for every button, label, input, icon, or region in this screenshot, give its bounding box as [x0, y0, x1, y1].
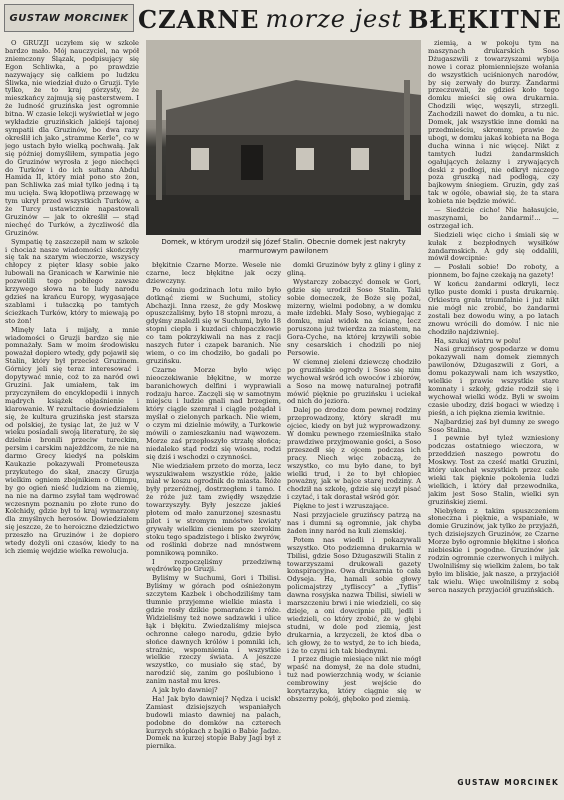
paragraph: Najbardziej zaś był dumny ze swego Soso Stalina.	[428, 417, 559, 434]
house-photo	[146, 40, 421, 235]
title-part-3: BŁĘKITNE	[408, 4, 562, 34]
paragraph: Piękne to jest i wzruszające.	[293, 502, 390, 511]
paragraph: Nasi przyjaciele gruzińscy patrzą na nas i dumni są ogromnie, jak chyba żaden inny naród na kuli ziemskiej.	[287, 511, 421, 535]
paragraph: Dalej po drodze dom pewnej rodziny przeprowadzony, który skradł mu ojciec, kiedy on był już wyprowadzony. W domku pewnego rzemieślnika stało prawdziwe przyjmowanie gości, a Soso przeszedł się z ojcem podczas ich pracy. Niech więc zobaczą, że wszystko, co mu było dane, to był wielki trud, i że to był chłopiec poważny, jak w bajce starej rodziny. A chodził na szkołę, gdzie się uczył pisać i czytać, i tak dorastał wśród gór.	[287, 406, 421, 502]
paragraph: W ciemnej zieleni dziewczę chodziło po gruzińskie ogrody i Soso się nim wychował wśród ich owoców i zbiorów, a Soso na mowę naturalnej potrafił mówić pięknie po gruzińsku i uciekał od nich do jeziora.	[287, 357, 421, 406]
paragraph: Sympatię tę zaszczepił nam w szkole i chociaż nasze wiadomości skończyły się tak na szarym wieczorze, wszyscy chłopcy z pięter klasy sobie jako lubowali na Granicach w Karwinie nie pozwolili tego pobiłego zawsze krzywego słowa na te ludy narodu gdzieś na krańcu Europy, wygasające szablami i tułaczką po tamtych ścieżkach Turków, który to miewają po sto żon!	[5, 237, 139, 325]
photo-caption: Domek, w którym urodził się Józef Stalin. Obecnie domek jest nakryty marmurowym pawilonem	[161, 238, 406, 255]
paragraph: — Siedźcie cicho! Nie hałasujcie, maszynami, bo żandarmi!... — ostrzegał ich.	[428, 206, 559, 230]
paragraph: W końcu żandarmi odkryli, lecz tylko puste domki i pusta drukarnię. Orkiestra grała triumfalnie i już nikt nie mógł nic zrobić, bo żandarmi zostali bez dowodu winy, a po latach znowu wrócili do domów. I nic nie chodziło najdziwniej.	[428, 280, 559, 336]
paragraph: Czarne Morze było więc nieoczekiwanie błękitne, w morze baranichowych delfini i wyprawiali rodzaju harce. Zaczęli się w samotnym miejscu i ludzie gnali nad brzegiem, który ciągle szemrał i ciągle pożądał i myślał o zielonych parkach. Nie wiem, o czym mi dzielnie mówiły, a Turkowie mówili o zamieszkaniu nad wąwozem. Morze zaś przepłoszyło strzałę słońca; niedaleko stąd rodzi się wiosna, rodzi się dziś i wschodzi o czynności.	[146, 365, 281, 461]
paragraph: Potem nas wiedli i pokazywali wszystko. Oto podziemna drukarnia w Tbilisi, gdzie Soso Dżugaszwili Stalin z towarzyszami drukowali gazety konspiracyjne. Owa drukarnia to cała Odyseja. Ha, hamali sobie głowy policmajstrzy „tyflisccy” a „Tyflis” dawna rosyjska nazwa Tbilisi, siwieli w marszczeniu brwi i nie wiedzieli, co się dzieje, a oni dowcipnie pili, jedli i wiedzieli, co który zrobić, że w głębi studni, w dole pod ziemią, jest drukarnia, a krzyczeli, że ktoś dba o ich głowy, że to wstyd, że to ich bieda, i że to czyni ich tak biednymi.	[287, 535, 421, 655]
title-part-1: CZARNE	[138, 4, 260, 34]
paragraph: — Posłali sobie! Do roboty, a pionnem, bo fajne czekają na gazety!	[428, 263, 559, 280]
column-1	[5, 40, 139, 792]
paragraph: Po ośmiu godzinach lotu miło było dotknąć ziemi w Suchumi, stolicy Abchazji. Inna rzesz, że gdy Moskwę opuszczaliśmy, było 18 stopni mrozu, a gdyśmy znaleźli się w Suchumi, było 18 stopni ciepła i kuzdaci chłopaczkowie co tam pokrzykiwali na nas z racji naszych futer i czapek baranich. Nie wiem, o co im chodziło, bo gadali po gruzińsku.	[146, 285, 281, 365]
paragraph: O GRUZJI uczyłem się w szkole bardzo mało. Mój nauczyciel, na wpół zniemczony Ślązak, podpisujący się Egon Schliwka, a po prawdzie nazywający się całkiem po ludzku Śliwka, nie wiedział dużo o Gruzji. Tyle tylko, że to kraj górzysty, że mieszkańcy zajmują się pasterstwem. I że ludność gruzińska jest ogromnie bitna. W czasie lekcji wyświetlał w jego wykładzie gruzińskich jakiejś tajonej sympatii dla Gruzinów, bo dwa razy określił ich jako „stramme Kerle”, co w jego ustach było wielką pochwałą. Jak się później domyśliłem, sympatia jego do Gruzinów wyrosła z jego niechęci do Turków i do ich sułtana Abdul Hamida II, który miał pono sto żon, pan Schliwka zaś miał tylko jedną i tą mu ucięła. Swą kłopotliwą przewagę w tym ukrył przed wszystkich Turków, a że Turcy ustawicznie napastowali Gruzinów — jak to określił — stąd niechęć do Turków, a życzliwość dla Gruzinów.	[5, 40, 139, 237]
paragraph: Byliśmy w Suchumi, Gori i Tbilisi. Byliśmy w górach pod ośnieżonym szczytem Kazbek i obchodziliśmy tam tłumnie przyjemne wielkie miasta i gdzie rosły dzikie pomarańcze i róże. Widzieliśmy też nowe sadzawki i ulice łąk i błękitu. Zwiedzaliśmy miejsca ochronne całego narodu, gdzie było słońce dawnych królów i pomniki ich, strażnic, wspomnienia i wszystkie wielkie rzeczy świata. A jeszcze wszystko, co musiało się stać, by narodzić się, zanim go poślubiono i zanim nastał mu kres.	[146, 574, 281, 686]
paragraph: Siedzieli więc cicho i śmiali się w kułak z bezpłodnych wysiłków żandarmskich. A gdy się oddalili, mówił dowcipnie:	[428, 230, 559, 263]
paragraph: I pewnie był tyleż wzniesiony podczas ostatniego wieczora, w przeddzień naszego powrotu do Moskwy. Tost za cześć matki Gruzini, który ukochał wszystkich przez całe wieki tak pięknie pokolenia ludzi wielkich, i który dał przewodnika, jakim jest Soso Stalin, wielki syn gruzińskiej ziemi.	[428, 434, 559, 506]
author-signature: GUSTAW MORCINEK	[457, 778, 559, 787]
paragraph: Nasi gruzińscy gospodarze w domu pokazywali nam domek ziemnych pawilonów, Dżugaszwili z Gori, a domu pokazywali nam ich wszystko, wielkie i prawie wszystkie stare komnaty i szkoły, gdzie rodził się i wychował wielki wódz. Byli w swoim czasie ubodzy, dziś bogaci w wiedzę i pieśń, a ich piękna ziemia kwitnie.	[428, 345, 559, 417]
article-title	[140, 2, 560, 36]
house-illustration	[146, 40, 421, 235]
paragraph: Minęły lata i mijały, a mnie wiadomości o Gruzji bardzo się nie pomnażały. Sam w moim środowisku poważał dopiero wtedy, gdy pojawił się Stalin, który był przecież Gruzinem. Górnicy jeli się teraz interesować i dopytywać mnie, coż to za naród owi Gruzini. Jak umiałem, tak im przyczyniłem do encyklopedii i innych mądrych książek objaśnienie i klarowanie. W rezultacie dowiedziałem się, że kultura gruzińska jest starsza od polskiej, że tysiąc lat, że już w V wieku posiadali swoją literaturę, że się dzielnie bronili przeciw tureckim, persim i carskim najeźdźcom, że nie na darmo Grecy kiedyś na polskim Kaukazie pokazywali Prometeusza przykutego do skał, znaczy Gruzja wielkim ogniem zbojnikiem o Olimpu, by go ogień nieść ludziom na ziemię, na nie na darmo zsyłał tam wędrować wczesnym poznaniu po złote runo do Kolchidy, gdzie był to kraj wymarzony dla zmyślnych herosów. Dowiedziałem się jeszcze, że to heroiczne dziedzictwo przeszło na Gruzinów i że dopiero wtedy dożyli oni czasów, kiedy to na ich ziemię wejdzie wielka rewolucja.	[5, 325, 139, 555]
paragraph: I przez długie miesiące nikt nie mógł wpaść na domysł, że na dole studni, tuż nad powierzchnią wody, w ścianie cembrowiny jest wejście do korytarzyka, który ciągnie się w obszerny pokój, głęboko pod ziemią.	[287, 655, 421, 703]
paragraph: Nie wiedziałem przeto do morza, lecz wyszukiwałem wszystkie róże, jakie miał w koszu ogrodnik do miasta. Róże były przeróżnej, dostrzegłem i tamo. I że róże już tam zwiędły wszędzie towarzyszyły. Były jeszcze jakieś płotem od mało zanurzonej szesnastu pilot i w stromym mnóstwo kwiaty grywały wielkim cieniem po szerokim stoku tego spadzistego i blisko żwyrów, od roślinki dobrze nad mnóstwem pomnikową pomniko.	[146, 461, 281, 557]
column-3	[287, 262, 421, 752]
paragraph: ziemią, a w pokoju tym na maszynach drukarskich Soso Dżugaszwili z towarzyszami wybija nowe i coraz płomienniejsze wołania do wszystkich uciśnionych narodów, by się zerwały do burzy. Żandarmi przeczuwali, że gdzieś koło tego domku mieści się owa drukarnia. Chodzili więc, węszyli, strzegli. Zachodzili nawet do domku, a tu nic. Domek, jak wszystkie inne domki na przedmieściu, skromny, prawie że ubogi, w domku jakaś kobieta na Boga ducha winna i nic więcej. Nikt z tamtych ludzi żandarmskich ogałujących żelazny i zrywających deski z podłogi, nie odkrył niczego poza gruszką nad podłogą, czy bajkowym śniegiem. Gruzin, gdy zaś tak w ogóle, obawiał się, że ta stara kobieta nie będzie mówić.	[428, 40, 559, 206]
author-box	[4, 4, 134, 32]
author-name: GUSTAW MORCINEK	[9, 12, 129, 24]
paragraph: Wystarczy zobaczyć domek w Gori, gdzie się urodził Soso Stalin. Taki sobie domeczek, że Boże się pożal, mizerny, wielmi podobny, a w domku małe izdebki. Mały Soso, wybiegając z domku, miał widok na ścianę, lecz poruszona już twierdza za miastem, na Gora-Cyche, na której krzywili sobie sny cesarskich i chodzili po niej Persowie.	[287, 277, 421, 357]
paragraph: Niebyłem z takim spuszczeniem słoneczna i pięknie, a wspaniałe, w domie Gruzinów, jak tylko że przyjaźń, tych dzisiejszych Gruzinów, ze Czarne Morze było ogromnie błękitne i słońca niebieskie i pogodne. Gruzinów jak rodzin ogromnie czerwonych i miłych. Uwolniliśmy się wielkim żalem, bo tak było im bliskie, jak nasze, a przyjaciół tak wielu. Więc uwolniliśmy z sobą serca naszych przyjaciół gruzińskich.	[428, 506, 559, 594]
paragraph: I rozpoczęliśmy przedziwną wędrówkę po Gruzji.	[146, 557, 281, 574]
paragraph: A jak było dawniej?	[152, 686, 218, 695]
column-4	[428, 40, 559, 792]
paragraph: domki Gruzinów były z gliny i gliny z gliną.	[287, 262, 421, 277]
column-2	[146, 262, 281, 752]
paragraph: błękitnie Czarne Morze. Wesele nie czarne, lecz błękitne jak oczy dziewczyny.	[146, 262, 281, 285]
paragraph: Ha! Jak było dawniej? Nędza i ucisk! Zamiast dzisiejszych wspaniałych budowli miasto dawniej na palach, podobne do domków na czterech kurzych stópkach z bajki o Babie Jadze. Domek na kurzej stopie Baby Jagi był z piernika.	[146, 694, 281, 751]
paragraph: Ha, szukaj wiatru w polu!	[434, 336, 522, 345]
title-part-2: morze jest	[265, 5, 403, 33]
